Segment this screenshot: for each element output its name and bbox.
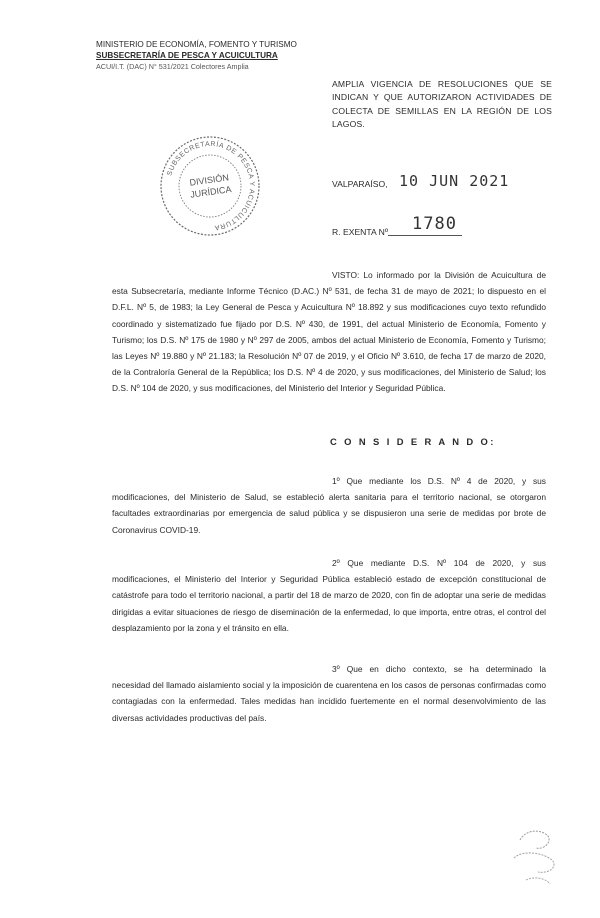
place-label: VALPARAÍSO,	[332, 179, 388, 189]
ministry-name: MINISTERIO DE ECONOMÍA, FOMENTO Y TURISMO	[96, 40, 297, 49]
stamp-inner-ring	[179, 155, 241, 217]
visto-paragraph: VISTO: Lo informado por la División de Acuicultura de esta Subsecretaría, mediante Informe Técnico (D.AC.) Nº 531, de fecha 31 de mayo de 2021; lo dispuesto en el D.F.L. Nº 5, de 1983; la Ley General de Pesca y Acuicultura Nº 18.892 y sus modificaciones cuyo texto refundido coordinado y sistematizado fue fijado por D.S. Nº 430, de 1991, del actual Ministerio de Economía, Fomento y Turismo; los D.S. Nº 175 de 1980 y Nº 297 de 2005, ambos del actual Ministerio de Economía, Fomento y Turismo; las Leyes Nº 19.880 y Nº 21.183; la Resolución Nº 07 de 2019, y el Oficio Nº 3.610, de fecha 17 de marzo de 2020, de la Contraloría General de la República; los D.S. Nº 4 de 2020, y sus modificaciones, del Ministerio de Salud; los D.S. Nº 104 de 2020, y sus modificaciones, del Ministerio del Interior y Seguridad Pública.	[112, 270, 546, 394]
considerando-heading: C O N S I D E R A N D O:	[330, 436, 496, 447]
signature-mark	[500, 800, 570, 900]
stamp-line-division: DIVISIÓN	[188, 172, 230, 188]
stamp-line-juridica: JURÍDICA	[189, 184, 233, 200]
resolution-date: 10 JUN 2021	[399, 172, 510, 190]
considerando-paragraph-2: 2º Que mediante D.S. Nº 104 de 2020, y sus modificaciones, el Ministerio del Interior y Seguridad Pública estableció estado de excepción constitucional de catástrofe para todo el territorio nacional, a partir del 18 de marzo de 2020, con fin de adoptar una serie de medidas dirigidas a evitar situaciones de riesgo de diseminación de la enfermedad, lo que importa, entre otras, el control del desplazamiento por la zona y el tránsito en ella.	[112, 558, 546, 633]
considerando-paragraph-1: 1º Que mediante los D.S. Nº 4 de 2020, y sus modificaciones, del Ministerio de Salud, se estableció alerta sanitaria para el territorio nacional, se otorgaron facultades extraordinarias por emergencia de salud pública y se dispusieron una serie de medidas por brote de Coronavirus COVID-19.	[112, 476, 546, 535]
resolution-title: AMPLIA VIGENCIA DE RESOLUCIONES QUE SE INDICAN Y QUE AUTORIZARON ACTIVIDADES DE COLECTA DE SEMILLAS EN LA REGIÓN DE LOS LAGOS.	[332, 79, 552, 129]
stamp-ring-text: SUBSECRETARÍA DE PESCA Y ACUICULTURA	[166, 140, 256, 231]
document-reference: ACUI/I.T. (DAC) N° 531/2021 Colectores Amplia	[96, 62, 249, 71]
considerando-paragraph-3: 3º Que en dicho contexto, se ha determinado la necesidad del llamado aislamiento social y la imposición de cuarentena en los casos de personas confirmadas como contagiadas con la enfermedad. Tales medidas han incidido fuertemente en el normal desenvolvimiento de las diversas actividades productivas del país.	[112, 664, 546, 723]
exenta-number: 1780	[412, 214, 457, 234]
division-juridica-stamp	[158, 134, 262, 238]
stamp-outer-ring	[161, 137, 259, 235]
exenta-label: R. EXENTA Nº	[332, 227, 388, 237]
exenta-number-underline	[388, 235, 462, 236]
subsecretaria-name: SUBSECRETARÍA DE PESCA Y ACUICULTURA	[96, 51, 278, 60]
